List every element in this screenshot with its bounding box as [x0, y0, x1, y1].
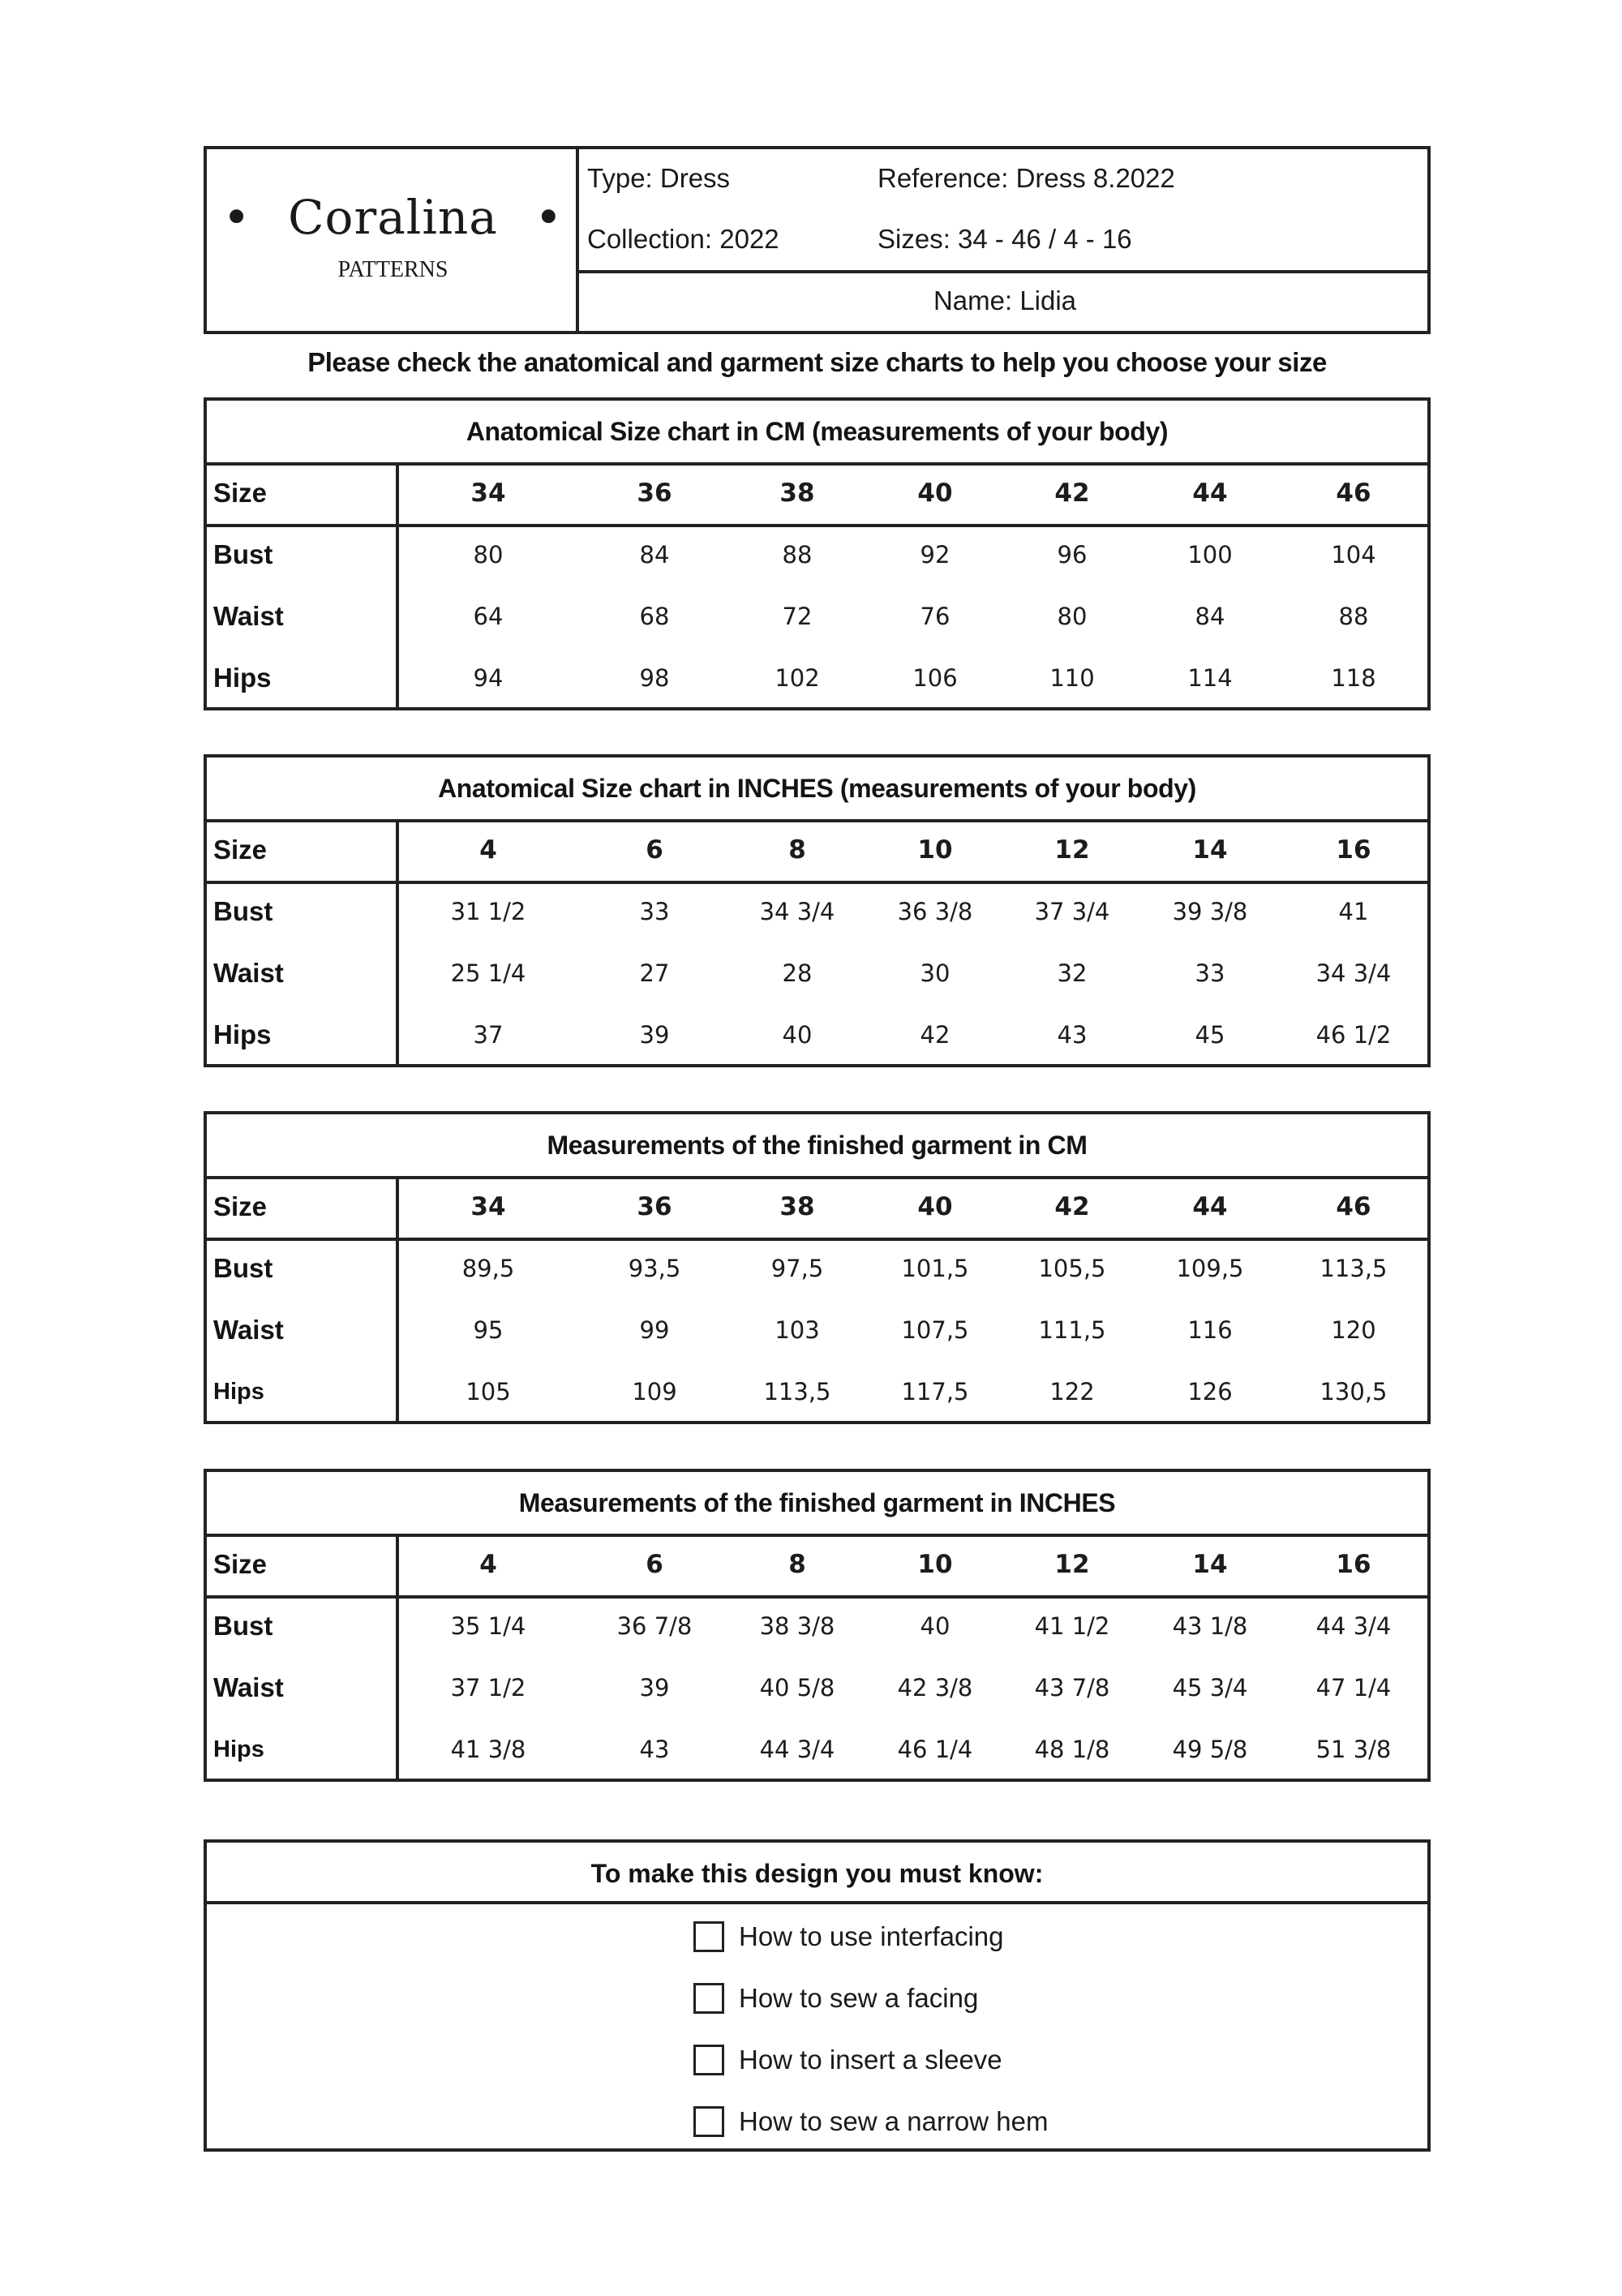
- table-cell: 51 3/8: [1315, 1736, 1392, 1763]
- table-title: Measurements of the finished garment in INCHES: [207, 1472, 1427, 1537]
- table-cell: 72: [782, 603, 813, 630]
- table-cell: 34 3/4: [759, 898, 835, 925]
- table-cell: 94: [473, 664, 504, 692]
- row-label: Size: [213, 478, 268, 508]
- table-cell: 107,5: [901, 1316, 969, 1344]
- table-cell: 37: [473, 1021, 504, 1049]
- table-cell: 100: [1187, 541, 1233, 569]
- table-cell: 28: [782, 959, 813, 987]
- table-cell: 39 3/8: [1172, 898, 1248, 925]
- row-label: Hips: [213, 1019, 272, 1049]
- logo-subtitle: PATTERNS: [337, 257, 448, 282]
- table-cell: 35 1/4: [450, 1612, 526, 1640]
- logo-bullet-left: •: [222, 190, 251, 245]
- table-cell: 114: [1187, 664, 1233, 692]
- brand-logo: [207, 149, 579, 331]
- size-header-cell: 10: [917, 835, 953, 865]
- row-label: Size: [213, 1549, 268, 1579]
- table-cell: 39: [639, 1674, 670, 1702]
- table-cell: 36 7/8: [616, 1612, 693, 1640]
- column-divider: [396, 819, 399, 1064]
- table-cell: 43: [639, 1736, 670, 1763]
- logo-bullet-right: •: [534, 190, 564, 245]
- table-cell: 92: [920, 541, 950, 569]
- row-label: Bust: [213, 1611, 273, 1641]
- table-cell: 64: [473, 603, 504, 630]
- skill-label: How to use interfacing: [739, 1921, 1004, 1951]
- table-cell: 31 1/2: [450, 898, 526, 925]
- table-cell: 122: [1049, 1378, 1095, 1405]
- table-cell: 45 3/4: [1172, 1674, 1248, 1702]
- table-cell: 95: [473, 1316, 504, 1344]
- row-label: Waist: [213, 1672, 284, 1702]
- row-label: Hips: [213, 1379, 264, 1405]
- table-title: Anatomical Size chart in CM (measurements of your body): [207, 401, 1427, 466]
- size-header-cell: 6: [646, 835, 663, 865]
- table-cell: 93,5: [628, 1255, 681, 1282]
- size-header-cell: 44: [1192, 479, 1228, 508]
- row-label: Hips: [213, 663, 272, 693]
- size-header-cell: 4: [479, 835, 497, 865]
- sizes-label: Sizes: 34 - 46 / 4 - 16: [878, 224, 1132, 254]
- table-cell: 105,5: [1038, 1255, 1106, 1282]
- size-header-cell: 16: [1336, 1550, 1371, 1579]
- table-cell: 44 3/4: [759, 1736, 835, 1763]
- size-header-cell: 8: [788, 835, 806, 865]
- table-title: Anatomical Size chart in INCHES (measurements of your body): [207, 757, 1427, 822]
- table-cell: 106: [912, 664, 958, 692]
- table-cell: 118: [1331, 664, 1376, 692]
- checkbox[interactable]: [693, 1983, 724, 2014]
- size-header-cell: 40: [917, 1192, 953, 1221]
- size-header-cell: 16: [1336, 835, 1371, 865]
- size-chart-table: [204, 1111, 1431, 1424]
- table-cell: 42 3/8: [897, 1674, 973, 1702]
- size-header-cell: 38: [779, 1192, 815, 1221]
- table-cell: 109: [632, 1378, 677, 1405]
- pattern-header: [204, 146, 1431, 334]
- table-title: Measurements of the finished garment in CM: [207, 1114, 1427, 1179]
- table-cell: 130,5: [1319, 1378, 1388, 1405]
- table-cell: 32: [1057, 959, 1088, 987]
- row-label: Waist: [213, 1315, 284, 1345]
- collection-label: Collection: 2022: [587, 224, 779, 254]
- table-cell: 46 1/4: [897, 1736, 973, 1763]
- table-cell: 110: [1049, 664, 1095, 692]
- table-cell: 40: [782, 1021, 813, 1049]
- table-cell: 68: [639, 603, 670, 630]
- table-cell: 40: [920, 1612, 950, 1640]
- table-cell: 33: [639, 898, 670, 925]
- table-cell: 116: [1187, 1316, 1233, 1344]
- size-chart-table: [204, 1469, 1431, 1782]
- table-cell: 39: [639, 1021, 670, 1049]
- table-cell: 44 3/4: [1315, 1612, 1392, 1640]
- table-cell: 46 1/2: [1315, 1021, 1392, 1049]
- size-header-cell: 40: [917, 479, 953, 508]
- skill-label: How to sew a narrow hem: [739, 2106, 1049, 2136]
- table-cell: 109,5: [1176, 1255, 1244, 1282]
- intro-text: Please check the anatomical and garment size charts to help you choose your size: [307, 347, 1327, 377]
- table-cell: 98: [639, 664, 670, 692]
- column-divider: [396, 462, 399, 707]
- table-cell: 120: [1331, 1316, 1376, 1344]
- table-cell: 45: [1195, 1021, 1225, 1049]
- checkbox[interactable]: [693, 2106, 724, 2137]
- logo-name: Coralina: [288, 190, 498, 245]
- checkbox[interactable]: [693, 2045, 724, 2075]
- table-cell: 76: [920, 603, 950, 630]
- table-cell: 113,5: [1319, 1255, 1388, 1282]
- table-cell: 111,5: [1038, 1316, 1106, 1344]
- table-cell: 88: [782, 541, 813, 569]
- reference-label: Reference: Dress 8.2022: [878, 163, 1175, 193]
- size-header-cell: 46: [1336, 1192, 1371, 1221]
- table-cell: 80: [473, 541, 504, 569]
- table-cell: 41 1/2: [1034, 1612, 1110, 1640]
- size-header-cell: 46: [1336, 479, 1371, 508]
- skill-label: How to sew a facing: [739, 1983, 979, 2013]
- table-cell: 84: [639, 541, 670, 569]
- size-header-cell: 14: [1192, 835, 1228, 865]
- row-label: Size: [213, 835, 268, 865]
- table-cell: 88: [1338, 603, 1369, 630]
- table-cell: 96: [1057, 541, 1088, 569]
- table-cell: 43: [1057, 1021, 1088, 1049]
- table-cell: 36 3/8: [897, 898, 973, 925]
- checkbox[interactable]: [693, 1921, 724, 1952]
- type-label: Type: Dress: [587, 163, 731, 193]
- size-header-cell: 44: [1192, 1192, 1228, 1221]
- table-cell: 48 1/8: [1034, 1736, 1110, 1763]
- table-cell: 42: [920, 1021, 950, 1049]
- table-cell: 30: [920, 959, 950, 987]
- row-label: Waist: [213, 601, 284, 631]
- size-header-cell: 42: [1054, 479, 1090, 508]
- table-cell: 113,5: [763, 1378, 831, 1405]
- table-cell: 80: [1057, 603, 1088, 630]
- size-header-cell: 34: [470, 479, 506, 508]
- row-label: Hips: [213, 1736, 264, 1762]
- size-header-cell: 34: [470, 1192, 506, 1221]
- table-cell: 117,5: [901, 1378, 969, 1405]
- pattern-name: Name: Lidia: [933, 285, 1077, 315]
- column-divider: [396, 1176, 399, 1421]
- table-cell: 103: [775, 1316, 820, 1344]
- row-label: Bust: [213, 539, 273, 569]
- size-chart-table: [204, 754, 1431, 1067]
- table-cell: 34 3/4: [1315, 959, 1392, 987]
- table-cell: 97,5: [770, 1255, 824, 1282]
- table-cell: 49 5/8: [1172, 1736, 1248, 1763]
- size-chart-table: [204, 397, 1431, 710]
- size-header-cell: 42: [1054, 1192, 1090, 1221]
- size-header-cell: 4: [479, 1550, 497, 1579]
- row-label: Bust: [213, 896, 273, 926]
- table-cell: 104: [1331, 541, 1376, 569]
- table-cell: 25 1/4: [450, 959, 526, 987]
- table-cell: 41 3/8: [450, 1736, 526, 1763]
- row-label: Waist: [213, 958, 284, 988]
- table-cell: 47 1/4: [1315, 1674, 1392, 1702]
- size-header-cell: 36: [637, 1192, 672, 1221]
- row-label: Bust: [213, 1253, 273, 1283]
- size-header-cell: 10: [917, 1550, 953, 1579]
- table-cell: 126: [1187, 1378, 1233, 1405]
- table-cell: 38 3/8: [759, 1612, 835, 1640]
- size-header-cell: 12: [1054, 1550, 1090, 1579]
- table-cell: 41: [1338, 898, 1369, 925]
- size-header-cell: 6: [646, 1550, 663, 1579]
- size-header-cell: 38: [779, 479, 815, 508]
- table-cell: 102: [775, 664, 820, 692]
- size-header-cell: 12: [1054, 835, 1090, 865]
- table-cell: 33: [1195, 959, 1225, 987]
- skills-title: To make this design you must know:: [207, 1843, 1427, 1904]
- table-cell: 101,5: [901, 1255, 969, 1282]
- table-cell: 37 3/4: [1034, 898, 1110, 925]
- row-label: Size: [213, 1191, 268, 1221]
- table-cell: 105: [466, 1378, 511, 1405]
- size-header-cell: 14: [1192, 1550, 1228, 1579]
- skill-label: How to insert a sleeve: [739, 2045, 1002, 2075]
- size-header-cell: 8: [788, 1550, 806, 1579]
- table-cell: 43 7/8: [1034, 1674, 1110, 1702]
- table-cell: 89,5: [461, 1255, 515, 1282]
- size-header-cell: 36: [637, 479, 672, 508]
- column-divider: [396, 1534, 399, 1779]
- table-cell: 84: [1195, 603, 1225, 630]
- table-cell: 43 1/8: [1172, 1612, 1248, 1640]
- required-skills: [204, 1839, 1431, 2152]
- table-cell: 99: [639, 1316, 670, 1344]
- table-cell: 27: [639, 959, 670, 987]
- table-cell: 37 1/2: [450, 1674, 526, 1702]
- table-cell: 40 5/8: [759, 1674, 835, 1702]
